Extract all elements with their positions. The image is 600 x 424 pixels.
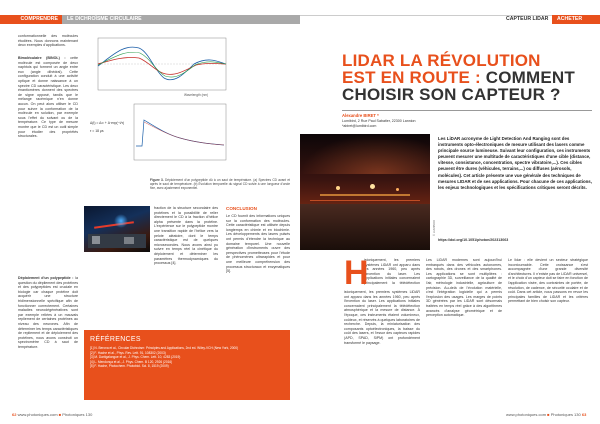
figure-3-graph [84, 34, 234, 170]
left-footer-issue: Photoniques 130 [62, 412, 93, 417]
title-line-3: CHOISIR SON CAPTEUR ? [342, 85, 561, 104]
author-rule [342, 110, 592, 111]
body-col1 [344, 254, 420, 292]
depl-text: la question du dépliement des protéines et des polypeptides est cruciale en biologie car chaque protéine doit acquérir une structure tridimensionnelle spécifique afin de fonctionner correctement. Certaines maladies neurodégénératives sont par exemple reliées à un mauvais repliement de certaines protéines au niveau des neurones. Afin de déterminer les temps caractéristiques de repliement et de déploiement des protéines, nous avons construit un spectromètre CD à saut de température. [18, 276, 78, 349]
left-col1-depl [18, 276, 78, 350]
depl-heading: Déploiement d'un polypeptide : [18, 276, 74, 280]
lidar-photo [300, 134, 430, 250]
drop-cap: H [344, 254, 369, 292]
title-line-2a: EST EN ROUTE : [342, 68, 481, 87]
references-box [84, 330, 290, 400]
article-title [342, 52, 592, 103]
left-footer: 62 www.photoniques.com ■ Photoniques 130 [12, 412, 93, 417]
figure-caption [150, 178, 290, 190]
fig-formula-2: τ = 18 μs [90, 129, 104, 133]
article-intro: Les LiDAR acronyme de Light Detection And Ranging sont des instruments opto-électroniques de mesure utilisant des lasers comme principale source lumineuse. Suivant leur configuration, ces instruments peuvent mesurer une multitude de caractéristiques d'une cible (distance, vitesse, consistance, concentration, spectre vibratoire,...). Ces cibles peuvent être dures (véhicules, terrains,...) ou diffuses (aérosols, molécules). Cet article présente une vue générale des techniques de mesures LIDAR et de ses applications. Pour chacune de ces applications, les enjeux technologiques et les spécifications critiques seront décrits. [438, 136, 592, 190]
body-col1-rest: istoriquement, les premiers systèmes LiDAR ont apparu dans les années 1960, peu après l'invention du laser. Les applications initiales concernaient principalement la télédétection atmosphérique et la mesure de distance. À l'époque, ces instruments étaient volumineux, coûteux, et réservés à quelques laboratoires de recherche. Depuis, la miniaturisation des composants optoélectroniques, la baisse du coût des lasers, et l'essor des capteurs rapides (APD, SPAD, SiPM) ont profondément transformé le paysage. [344, 290, 420, 345]
figure-caption-title: Figure 3. [150, 178, 164, 182]
fig-x-axis-label: Wavelength (nm) [184, 93, 209, 97]
left-header-topic: LE DICHROÏSME CIRCULAIRE [62, 15, 300, 24]
title-line-2 [342, 69, 592, 86]
body-col2-text: Les LiDAR modernes sont aujourd'hui embarqués dans des véhicules autonomes, des robots, des drones et des smartphones. Les applications se sont multipliées : cartographie 3D, surveillance de la qualité de l'air, métrologie industrielle, agriculture de précision. Au-delà de l'évolution matérielle, c'est l'intégration logicielle qui a permis l'explosion des usages. Les marges de points 3D générées par les LiDAR sont désormais traitées en temps réel grâce à des algorithmes avancés d'analyse géométrique et de perception automatique. [426, 258, 502, 318]
left-col2-text: fraction de la structure secondaire des protéines et la possibilité de relier directement le CD à la fraction d'hélice alpha présente dans la protéine. L'expérience sur le polypeptide montre une transition rapide de l'hélice vers la pelote aléatoire, dont le temps caractéristique est de quelques microsecondes. Nous avons ainsi pu suivre en temps réel la cinétique du déploiement et déterminer les paramètres thermodynamiques du processus [4]. [154, 206, 218, 266]
right-footer-site: www.photoniques.com [506, 412, 547, 417]
author-email[interactable]: *abiret@lumibird.com [342, 124, 377, 128]
left-col1-top: conformationnelle des molécules étudiées. Nous donnons maintenant deux exemples d'applications. [18, 34, 78, 48]
references-title: RÉFÉRENCES [90, 336, 141, 343]
left-col1-binol [18, 56, 78, 139]
author-affiliation: Lumibird, 2 Rue Paul Sabatier, 22300 Lannion [342, 119, 416, 123]
reference-item: [2] F. Hache et al., Phys. Rev. Lett. 91, 108302 (2003) [90, 350, 166, 355]
figure-caption-text: Déploiement d'un polypeptide dû à un saut de température. (a) Spectres CD avant et après le saut de température. (b) Évolution temporelle du signal CD suivie à une longueur d'onde fixe, avec ajustement exponentiel. [150, 178, 290, 191]
left-page-number: 62 [12, 412, 17, 417]
right-footer: www.photoniques.com ■ Photoniques 130 63 [506, 412, 587, 417]
figure-3 [84, 34, 234, 170]
title-line-1: LIDAR LA RÉVOLUTION [342, 51, 541, 70]
right-header-tag: ACHETER [552, 15, 600, 24]
conclusion-text: Le CD fournit des informations uniques sur la conformation des molécules. Cette caractéristique est utilisée depuis longtemps en chimie et en biochimie. Les développements des lasers pulsés ont permis d'étendre la technique au domaine temporel. Une nouvelle génération d'instruments ouvre des perspectives prometteuses pour l'étude de phénomènes ultrarapides et pour une meilleure compréhension des processus structuraux et enzymatiques [5]. [226, 214, 290, 274]
reference-item: [1] N. Berova et al., Circular Dichroism: Principles and Applications, 2nd ed. Wiley-VCH (New York, 2000) [90, 346, 239, 350]
fig-formula-1: Δ(t) = Δ∞ + A·exp(−t/τ) [90, 121, 125, 125]
body-col3-text: Le lidar : elle devient un secteur stratégique incontournable. Cette croissance s'est accompagnée d'une grande diversité d'architectures. Il n'existe pas de LiDAR universel, et le choix d'un capteur doit se faire en fonction de l'application visée, des contraintes de portée, de résolution, de cadence, de sécurité oculaire et de coût. Dans cet article, nous passons en revue les principales familles de LiDAR et les critères permettant de bien choisir son capteur. [508, 258, 588, 304]
reference-item: [3] M. Dartigalongue et al., J. Phys. Chem. Lett. 10, 4283 (2019) [90, 355, 181, 360]
body-col1-text: istoriquement, les premiers systèmes LiDAR ont apparu dans les années 1960, peu après l'invention du laser. Les applications initiales concernaient principalement la télédétection [364, 258, 420, 285]
left-footer-site: www.photoniques.com [17, 412, 58, 417]
reference-item: [4] L. Mendonça et al., J. Phys. Chem. B 120, 2926 (2016) [90, 359, 173, 364]
right-footer-issue: Photoniques 130 [550, 412, 581, 417]
binol-text: cette molécule est composée de deux naphtols qui forment un angle entre eux (angle dihédral). Cette configuration conduit à une activité optique et donne naissance à un spectre CD caractéristique. Les deux énantiomères donnent des spectres de signe opposé, tandis que le mélange racémique n'en donne aucun. On peut alors utiliser le CD pour suivre la conformation de la molécule en solution, par exemple sous l'effet du solvant ou de la température. Ce type de mesure montre que le CD est un outil simple pour étudier des propriétés structurales. [18, 56, 78, 139]
right-page-number: 63 [581, 412, 587, 417]
reference-item: [5] F. Hache, Photochem. Photobiol. Sci. 8, 1519 (2009) [90, 364, 169, 369]
binol-heading: Bimoléculaire (BINOL) : [18, 56, 66, 60]
right-page [300, 0, 600, 424]
doi-link[interactable]: https://doi.org/10.1051/photon/202313063 [438, 238, 509, 242]
right-header-section: CAPTEUR LIDAR [506, 16, 549, 22]
author-name: Alexandre BIRET * [342, 113, 379, 118]
conclusion-title: CONCLUSION [226, 206, 257, 211]
lab-photo [84, 206, 150, 252]
photo-credit: © LUMIBIRD [432, 219, 436, 236]
left-header-section: COMPRENDRE [0, 15, 62, 24]
title-line-2b: COMMENT [485, 68, 575, 87]
